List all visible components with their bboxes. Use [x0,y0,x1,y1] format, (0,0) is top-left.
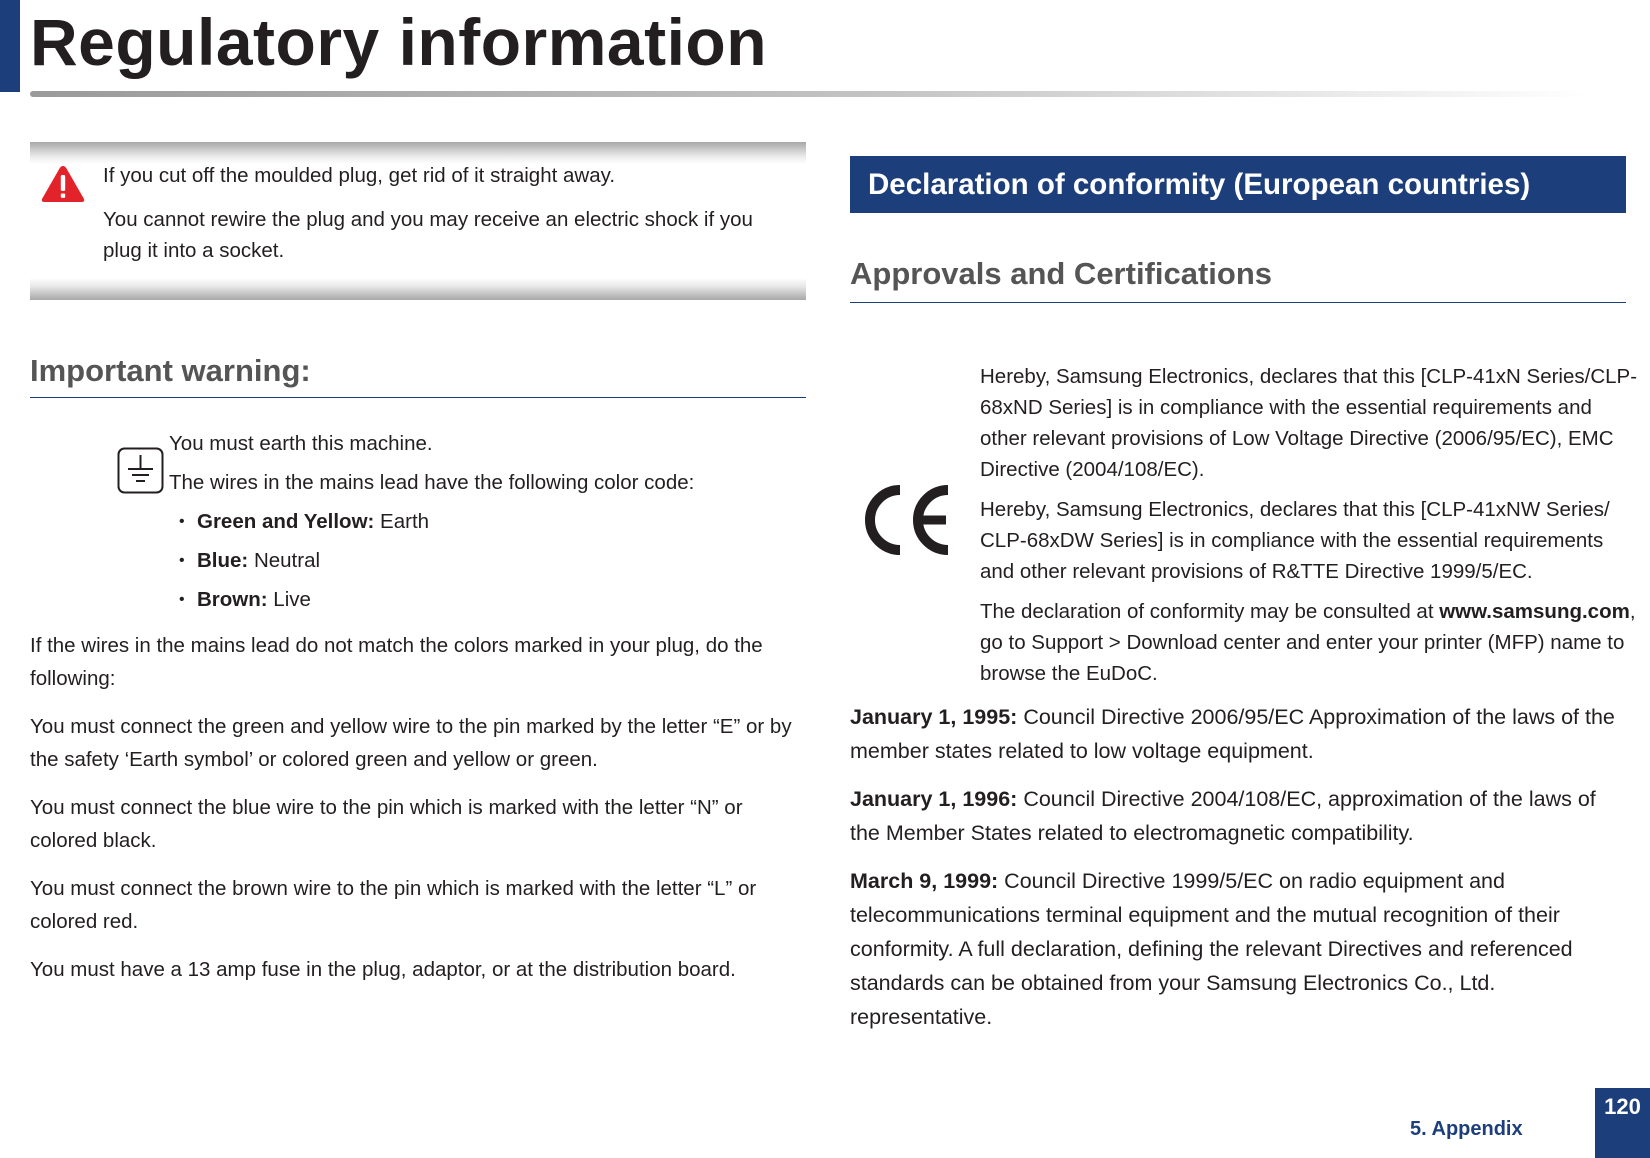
page-title: Regulatory information [30,5,768,79]
caution-line: If you cut off the moulded plug, get rid of it straight away. [103,164,616,187]
list-item [169,548,789,574]
warning-triangle-icon [40,164,86,204]
paragraph: Hereby, Samsung Electronics, declares that this [CLP-41xNW Series/ CLP-68xDW Series] is in compliance with the essential requirements and other relevant provisions of R&TTE Directive 1999/5/EC. [980,498,1610,583]
ce-mark-icon [862,482,954,558]
bullet-label: Blue: [197,549,249,572]
heading-rule [30,397,806,398]
paragraph: If the wires in the mains lead do not match the colors marked in your plug, do the following: [30,634,763,690]
list-item [169,587,789,613]
caution-box-bottom [30,278,806,300]
list-item [169,509,789,535]
bullet-value: Neutral [248,549,321,572]
important-warning-heading: Important warning: [30,353,311,388]
text: The declaration of conformity may be consulted at [980,600,1440,623]
paragraph: Hereby, Samsung Electronics, declares that this [CLP-41xN Series/CLP-68xND Series] is in compliance with the essential requirements and other relevant provisions of Low Voltage Directive (2006/95/EC), EMC Directive (2004/108/EC). [980,365,1638,481]
earth-ground-icon [117,447,164,494]
section-banner: Declaration of conformity (European countries) [850,156,1626,213]
bullet-label: Green and Yellow: [197,510,375,533]
directive-date: January 1, 1996: [850,787,1018,811]
paragraph [980,596,1640,689]
directive-date: March 9, 1999: [850,869,999,893]
approvals-heading: Approvals and Certifications [850,256,1273,291]
caution-text [103,160,793,279]
paragraph: You must connect the blue wire to the pin which is marked with the letter “N” or colored black. [30,796,743,852]
directive-text: Council Directive 2004/108/EC, approximation of the laws of the Member States related to electromagnetic compatibility. [850,787,1596,845]
wire-color-intro: The wires in the mains lead have the following color code: [169,471,695,494]
paragraph: You must have a 13 amp fuse in the plug, adaptor, or at the distribution board. [30,958,736,981]
bullet-value: Live [267,588,311,611]
text: , go to Support > Download center and enter your printer (MFP) name to browse the EuDoC. [980,600,1636,685]
title-accent-bar [0,0,20,92]
directive-text: Council Directive 1999/5/EC on radio equipment and telecommunications terminal equipment and the mutual recognition of their conformity. A full declaration, defining the relevant Directives and referenced standards can be obtained from your Samsung Electronics Co., Ltd. representative. [850,869,1573,1029]
conformity-statement [980,361,1640,698]
footer-section-label: 5. Appendix [1410,1118,1523,1140]
heading-rule [850,302,1626,303]
samsung-website: www.samsung.com [1439,600,1630,623]
bullet-label: Brown: [197,588,268,611]
page-number: 120 [1595,1088,1650,1158]
bullet-value: Earth [374,510,430,533]
list-item [850,864,1630,1034]
directive-text: Council Directive 2006/95/EC Approximation of the laws of the member states related to low voltage equipment. [850,705,1615,763]
earth-intro: You must earth this machine. [169,432,433,455]
wire-color-list [169,509,789,613]
wiring-instructions [30,629,800,1001]
list-item [850,700,1630,768]
paragraph: You must connect the green and yellow wire to the pin marked by the letter “E” or by the safety ‘Earth symbol’ or colored green and yellow or green. [30,715,792,771]
title-rule [30,91,1590,97]
directive-date: January 1, 1995: [850,705,1018,729]
earth-instructions [169,431,789,626]
paragraph: You must connect the brown wire to the pin which is marked with the letter “L” or colored red. [30,877,757,933]
list-item [850,782,1630,850]
caution-line: You cannot rewire the plug and you may receive an electric shock if you plug it into a socket. [103,208,753,262]
directive-history [850,700,1630,1048]
